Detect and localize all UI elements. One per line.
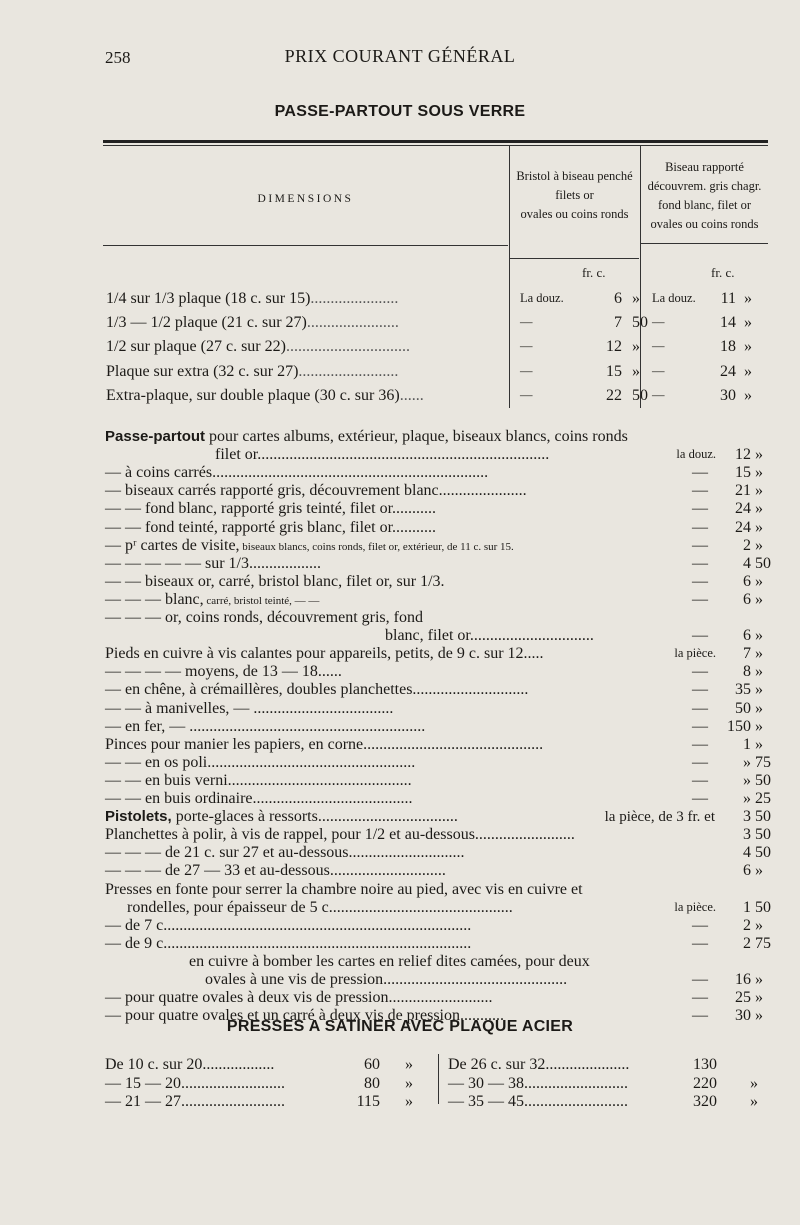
list-item — [105, 790, 771, 810]
col2-francs: 18 — [720, 338, 736, 356]
item-francs: 35 — [735, 681, 751, 699]
item-centimes: 75 — [755, 934, 771, 952]
col1-unit: — — [520, 363, 533, 378]
ditto-mark: — — [692, 500, 708, 518]
item-francs: 6 — [743, 627, 751, 645]
row-label — [106, 387, 424, 405]
unit-col2: fr. c. — [711, 265, 735, 280]
list-item — [105, 500, 768, 520]
ditto-mark: — — [692, 971, 708, 988]
presses-title: PRESSES A SATINER AVEC PLAQUE ACIER — [226, 1018, 574, 1035]
item-francs: » — [743, 790, 751, 807]
row-dimension: Extra-plaque, sur double plaque (30 c. sur 36) — [106, 386, 400, 404]
ditto-mark: — — [692, 572, 708, 590]
item-desc: blanc, filet or............................... — [385, 627, 594, 645]
item-text — [105, 736, 543, 754]
col2-francs: 30 — [720, 386, 736, 404]
table-row — [106, 338, 768, 362]
item-desc: Presses en fonte pour serrer la chambre noire au pied, avec vis en cuivre et — [105, 880, 583, 898]
item-francs: 4 — [743, 554, 751, 572]
table-top-thin-rule — [103, 145, 768, 146]
col1-unit: — — [520, 387, 533, 402]
section-title: PASSE-PARTOUT SOUS VERRE — [274, 103, 526, 120]
list-item — [105, 482, 768, 502]
item-unit: la pièce. — [674, 899, 716, 914]
item-text — [105, 881, 583, 899]
table-top-rule — [103, 140, 768, 143]
item-francs: 15 — [735, 464, 751, 482]
presses-right-centimes: » — [750, 1074, 758, 1092]
col2-centimes: » — [744, 314, 752, 332]
item-desc: — biseaux carrés rapporté gris, découvrement blanc...................... — [105, 482, 527, 500]
ditto-mark: — — [692, 790, 708, 807]
col2-centimes: » — [744, 362, 752, 380]
item-centimes: » — [755, 572, 763, 590]
col1-francs: 12 — [606, 338, 622, 356]
table-row — [106, 363, 768, 387]
item-text — [105, 935, 471, 953]
row-dimension: 1/2 sur plaque (27 c. sur 22) — [106, 338, 286, 356]
item-desc: — — en buis ordinaire........................................ — [105, 790, 413, 807]
item-francs: 50 — [735, 699, 751, 717]
list-item — [105, 681, 768, 701]
row-dimension: 1/4 sur 1/3 plaque (18 c. sur 15) — [106, 290, 311, 307]
header-rule-col2 — [641, 243, 768, 244]
ditto-mark: — — [692, 717, 708, 735]
list-item — [105, 771, 771, 792]
item-centimes: » — [755, 464, 763, 482]
ditto-mark: — — [692, 681, 708, 699]
presses-right-label: — 35 — 45.......................... — [448, 1093, 628, 1110]
item-francs: 25 — [735, 989, 751, 1007]
row-dimension: Plaque sur extra (32 c. sur 27) — [106, 362, 299, 380]
col1-centimes: » — [632, 290, 640, 307]
item-desc: pour cartes albums, extérieur, plaque, biseaux blancs, coins ronds — [205, 428, 628, 445]
item-desc: — — en buis verni.............................................. — [105, 771, 412, 789]
presses-right-label: — 30 — 38.......................... — [448, 1074, 628, 1092]
ditto-mark: — — [692, 735, 708, 753]
item-centimes: 50 — [755, 844, 771, 862]
col1-centimes: » — [632, 338, 640, 356]
item-text — [105, 464, 488, 482]
presses-right-francs: 130 — [693, 1056, 717, 1073]
item-text — [105, 772, 412, 790]
table-row — [106, 387, 768, 411]
list-item — [105, 844, 771, 864]
presses-left-francs: 80 — [364, 1074, 380, 1092]
item-francs: 6 — [743, 590, 751, 608]
header-dimensions: DIMENSIONS — [257, 193, 354, 205]
col2-centimes: » — [744, 386, 752, 404]
list-item — [105, 428, 768, 448]
col2-unit: La douz. — [652, 291, 696, 305]
item-desc: — pour quatre ovales à deux vis de pression.......................... — [105, 989, 493, 1007]
item-centimes: » — [755, 500, 763, 518]
presses-right-centimes: » — [750, 1093, 758, 1110]
item-desc: en cuivre à bomber les cartes en relief dites camées, pour deux — [189, 952, 590, 970]
col2-francs: 11 — [720, 290, 736, 307]
item-text — [105, 700, 393, 718]
row-label — [106, 338, 410, 356]
item-francs: 6 — [743, 862, 751, 880]
item-desc: — — — blanc, — [105, 590, 204, 608]
item-francs: 1 — [743, 898, 751, 916]
item-desc: — en chêne, à crémaillères, doubles planchettes............................. — [105, 681, 529, 699]
item-desc: — — — de 21 c. sur 27 et au-dessous............................. — [105, 844, 465, 862]
item-text — [105, 428, 628, 446]
list-item — [105, 464, 768, 484]
item-keyword: Pistolets, — [105, 808, 172, 826]
item-desc: — pʳ cartes de visite, — [105, 536, 240, 554]
list-item — [105, 881, 768, 901]
item-francs: 24 — [735, 518, 751, 536]
ditto-mark: — — [692, 554, 708, 572]
item-text — [215, 446, 549, 464]
item-francs: 30 — [735, 1007, 751, 1025]
item-desc: — — biseaux or, carré, bristol blanc, filet or, sur 1/3. — [105, 572, 445, 590]
item-desc: — — en os poli.................................................... — [105, 753, 416, 771]
ditto-mark: — — [692, 464, 708, 482]
list-item — [105, 554, 771, 575]
item-desc: — pour quatre ovales et un carré à deux vis de pression........... — [105, 1007, 504, 1025]
item-francs: 2 — [743, 536, 751, 554]
item-centimes: » — [755, 971, 763, 988]
item-desc: — — fond teinté, rapporté gris blanc, filet or........... — [105, 518, 437, 536]
col2-unit: — — [652, 315, 665, 330]
presses-left-label: De 10 c. sur 20.................. — [105, 1056, 275, 1073]
header-col1: Bristol à biseau penché filets or ovales ou coins ronds — [516, 169, 633, 221]
item-desc: — — — de 27 — 33 et au-dessous............................. — [105, 862, 446, 880]
row-label — [106, 314, 399, 332]
ditto-mark: — — [692, 916, 708, 934]
table-row — [106, 290, 768, 314]
item-centimes: » — [755, 699, 763, 717]
col1-francs: 7 — [614, 314, 622, 332]
item-centimes: 50 — [755, 826, 771, 844]
page-number: 258 — [105, 48, 131, 67]
col1-centimes: » — [632, 362, 640, 380]
item-centimes: » — [755, 645, 763, 663]
item-text — [105, 917, 471, 935]
header-rule-dim — [103, 245, 508, 246]
item-desc: — à coins carrés..................................................................... — [105, 464, 489, 482]
item-centimes: » — [755, 590, 763, 608]
ditto-mark: — — [692, 1007, 708, 1025]
item-francs: 8 — [743, 663, 751, 681]
item-desc: — de 7 c............................................................................. — [105, 916, 472, 934]
item-centimes: » — [755, 717, 763, 735]
item-centimes: » — [755, 663, 763, 681]
row-label — [106, 363, 398, 381]
item-francs: » — [743, 753, 751, 771]
item-text — [105, 808, 458, 826]
item-centimes: » — [755, 627, 763, 645]
item-text — [105, 645, 544, 663]
list-item — [105, 627, 768, 647]
list-item — [105, 718, 768, 738]
ditto-mark: — — [692, 536, 708, 554]
list-item — [105, 953, 768, 973]
item-centimes: » — [755, 1007, 763, 1025]
item-detail: biseaux blancs, coins ronds, filet or, extérieur, de 11 c. sur 15. — [239, 540, 514, 553]
list-item — [105, 808, 771, 828]
item-text — [105, 519, 436, 537]
item-unit: la douz. — [676, 447, 716, 462]
ditto-mark: — — [692, 989, 708, 1007]
presses-right-label: De 26 c. sur 32..................... — [448, 1056, 630, 1073]
list-item — [105, 862, 768, 882]
presses-left-label: — 21 — 27.......................... — [105, 1093, 285, 1110]
item-francs: 6 — [743, 572, 751, 590]
item-centimes: » — [755, 916, 763, 934]
item-centimes: 50 — [755, 808, 771, 826]
list-item — [105, 700, 768, 720]
item-text — [127, 899, 513, 917]
item-text — [105, 663, 342, 681]
item-text — [105, 790, 413, 808]
item-desc: — — — — — sur 1/3.................. — [105, 554, 321, 572]
item-desc: rondelles, pour épaisseur de 5 c.............................................. — [127, 898, 513, 916]
item-text — [205, 971, 567, 989]
item-desc: — — — or, coins ronds, découvrement gris, fond — [105, 609, 423, 626]
ditto-mark: — — [692, 771, 708, 789]
item-francs: 16 — [735, 971, 751, 988]
ditto-mark: — — [692, 753, 708, 771]
leader-dots: ...... — [399, 386, 424, 404]
item-text — [105, 555, 321, 573]
list-item — [105, 934, 771, 955]
item-centimes: » — [755, 482, 763, 500]
list-item — [105, 736, 768, 756]
list-item — [105, 609, 768, 629]
item-unit: la pièce. — [674, 646, 716, 661]
col1-centimes: 50 — [632, 314, 648, 332]
ditto-mark: — — [692, 590, 708, 608]
item-text — [105, 754, 415, 772]
item-francs: 3 — [743, 808, 751, 826]
item-desc: porte-glaces à ressorts................................... — [171, 808, 458, 826]
item-detail: carré, bristol teinté, — — — [203, 594, 320, 607]
list-item — [105, 591, 768, 611]
item-francs: 150 — [727, 717, 751, 735]
item-text — [105, 681, 528, 699]
item-text — [105, 500, 436, 518]
leader-dots: ...................... — [310, 290, 399, 307]
list-item — [105, 826, 771, 846]
item-centimes: » — [755, 681, 763, 699]
col2-unit: — — [652, 339, 665, 354]
list-item — [105, 753, 771, 774]
ditto-mark: — — [692, 518, 708, 536]
col2-unit: — — [652, 363, 665, 378]
presses-left-centimes: » — [405, 1056, 413, 1073]
col1-unit: — — [520, 339, 533, 354]
col2-unit: — — [652, 387, 665, 402]
leader-dots: ............................... — [285, 338, 410, 356]
presses-right-francs: 320 — [693, 1093, 717, 1110]
item-centimes: » — [755, 446, 763, 464]
item-desc: — de 9 c............................................................................. — [105, 934, 472, 952]
item-text — [105, 573, 445, 591]
item-text — [105, 537, 514, 555]
item-text — [189, 953, 590, 971]
item-text — [105, 844, 465, 862]
col1-centimes: 50 — [632, 386, 648, 404]
item-francs: 2 — [743, 934, 751, 952]
item-text — [105, 826, 575, 844]
header-col2: Biseau rapporté découvrem. gris chagr. fond blanc, filet or ovales ou coins ronds — [647, 160, 762, 231]
col2-francs: 24 — [720, 362, 736, 380]
row-label — [106, 290, 398, 308]
item-centimes: 25 — [755, 790, 771, 807]
item-desc: Pinces pour manier les papiers, en corne............................................. — [105, 735, 544, 753]
item-centimes: 50 — [755, 771, 771, 789]
list-item — [105, 898, 771, 919]
ditto-mark: — — [692, 482, 708, 500]
item-desc: Planchettes à polir, à vis de rappel, pour 1/2 et au-dessous......................... — [105, 826, 575, 844]
item-centimes: » — [755, 989, 763, 1007]
col2-francs: 14 — [720, 314, 736, 332]
list-item — [105, 989, 768, 1009]
item-text — [385, 627, 594, 645]
item-francs: 3 — [743, 826, 751, 844]
item-francs: 4 — [743, 844, 751, 862]
presses-left-francs: 60 — [364, 1056, 380, 1073]
presses-divider — [438, 1054, 439, 1104]
item-centimes: 50 — [755, 554, 771, 572]
presses-left-centimes: » — [405, 1074, 413, 1092]
table-row — [106, 314, 768, 338]
item-francs: 2 — [743, 916, 751, 934]
leader-dots: ....................... — [306, 314, 399, 332]
item-text — [105, 989, 492, 1007]
list-item — [105, 971, 768, 991]
list-item — [105, 446, 768, 466]
ditto-mark: — — [692, 663, 708, 681]
item-keyword: Passe-partout — [105, 428, 206, 445]
presses-left-francs: 115 — [356, 1093, 380, 1110]
item-centimes: » — [755, 735, 763, 753]
list-item — [105, 917, 768, 937]
header-rule-col1 — [510, 258, 639, 259]
item-centimes: » — [755, 518, 763, 536]
item-text — [105, 482, 527, 500]
col1-unit: — — [520, 315, 533, 330]
list-item — [105, 519, 768, 539]
col1-francs: 6 — [614, 290, 622, 307]
item-unit: la pièce, de 3 fr. et — [604, 809, 715, 826]
leader-dots: ......................... — [298, 362, 399, 380]
col1-unit: La douz. — [520, 291, 564, 305]
ditto-mark: — — [692, 934, 708, 952]
item-desc: — en fer, — ........................................................... — [105, 717, 426, 735]
presses-right-francs: 220 — [693, 1074, 717, 1092]
item-desc: Pieds en cuivre à vis calantes pour appareils, petits, de 9 c. sur 12..... — [105, 645, 544, 663]
item-text — [105, 862, 446, 880]
unit-col1: fr. c. — [582, 265, 606, 280]
item-francs: 12 — [735, 446, 751, 464]
col1-francs: 15 — [606, 362, 622, 380]
list-item — [105, 663, 768, 683]
col1-francs: 22 — [606, 386, 622, 404]
item-francs: 24 — [735, 500, 751, 518]
col2-centimes: » — [744, 290, 752, 307]
running-head: PRIX COURANT GÉNÉRAL — [284, 46, 516, 66]
item-text — [105, 609, 423, 627]
item-desc: ovales à une vis de pression.............................................. — [205, 971, 568, 988]
item-centimes: » — [755, 536, 763, 554]
list-item — [105, 645, 768, 665]
item-desc: filet or......................................................................... — [215, 446, 550, 464]
item-centimes: 75 — [755, 753, 771, 771]
list-item — [105, 573, 768, 593]
row-dimension: 1/3 — 1/2 plaque (21 c. sur 27) — [106, 314, 307, 332]
item-francs: 1 — [743, 735, 751, 753]
item-centimes: » — [755, 862, 763, 880]
ditto-mark: — — [692, 699, 708, 717]
item-desc: — — — — moyens, de 13 — 18...... — [105, 663, 342, 681]
item-francs: 21 — [735, 482, 751, 500]
item-francs: » — [743, 771, 751, 789]
item-text — [105, 718, 425, 736]
col2-centimes: » — [744, 338, 752, 356]
ditto-mark: — — [692, 627, 708, 645]
presses-left-label: — 15 — 20.......................... — [105, 1074, 285, 1092]
list-item — [105, 537, 768, 557]
presses-left-centimes: » — [405, 1093, 413, 1110]
item-desc: — — à manivelles, — ................................... — [105, 699, 394, 717]
item-francs: 7 — [743, 645, 751, 663]
item-text — [105, 591, 319, 609]
item-centimes: 50 — [755, 898, 771, 916]
item-desc: — — fond blanc, rapporté gris teinté, filet or........... — [105, 500, 437, 518]
